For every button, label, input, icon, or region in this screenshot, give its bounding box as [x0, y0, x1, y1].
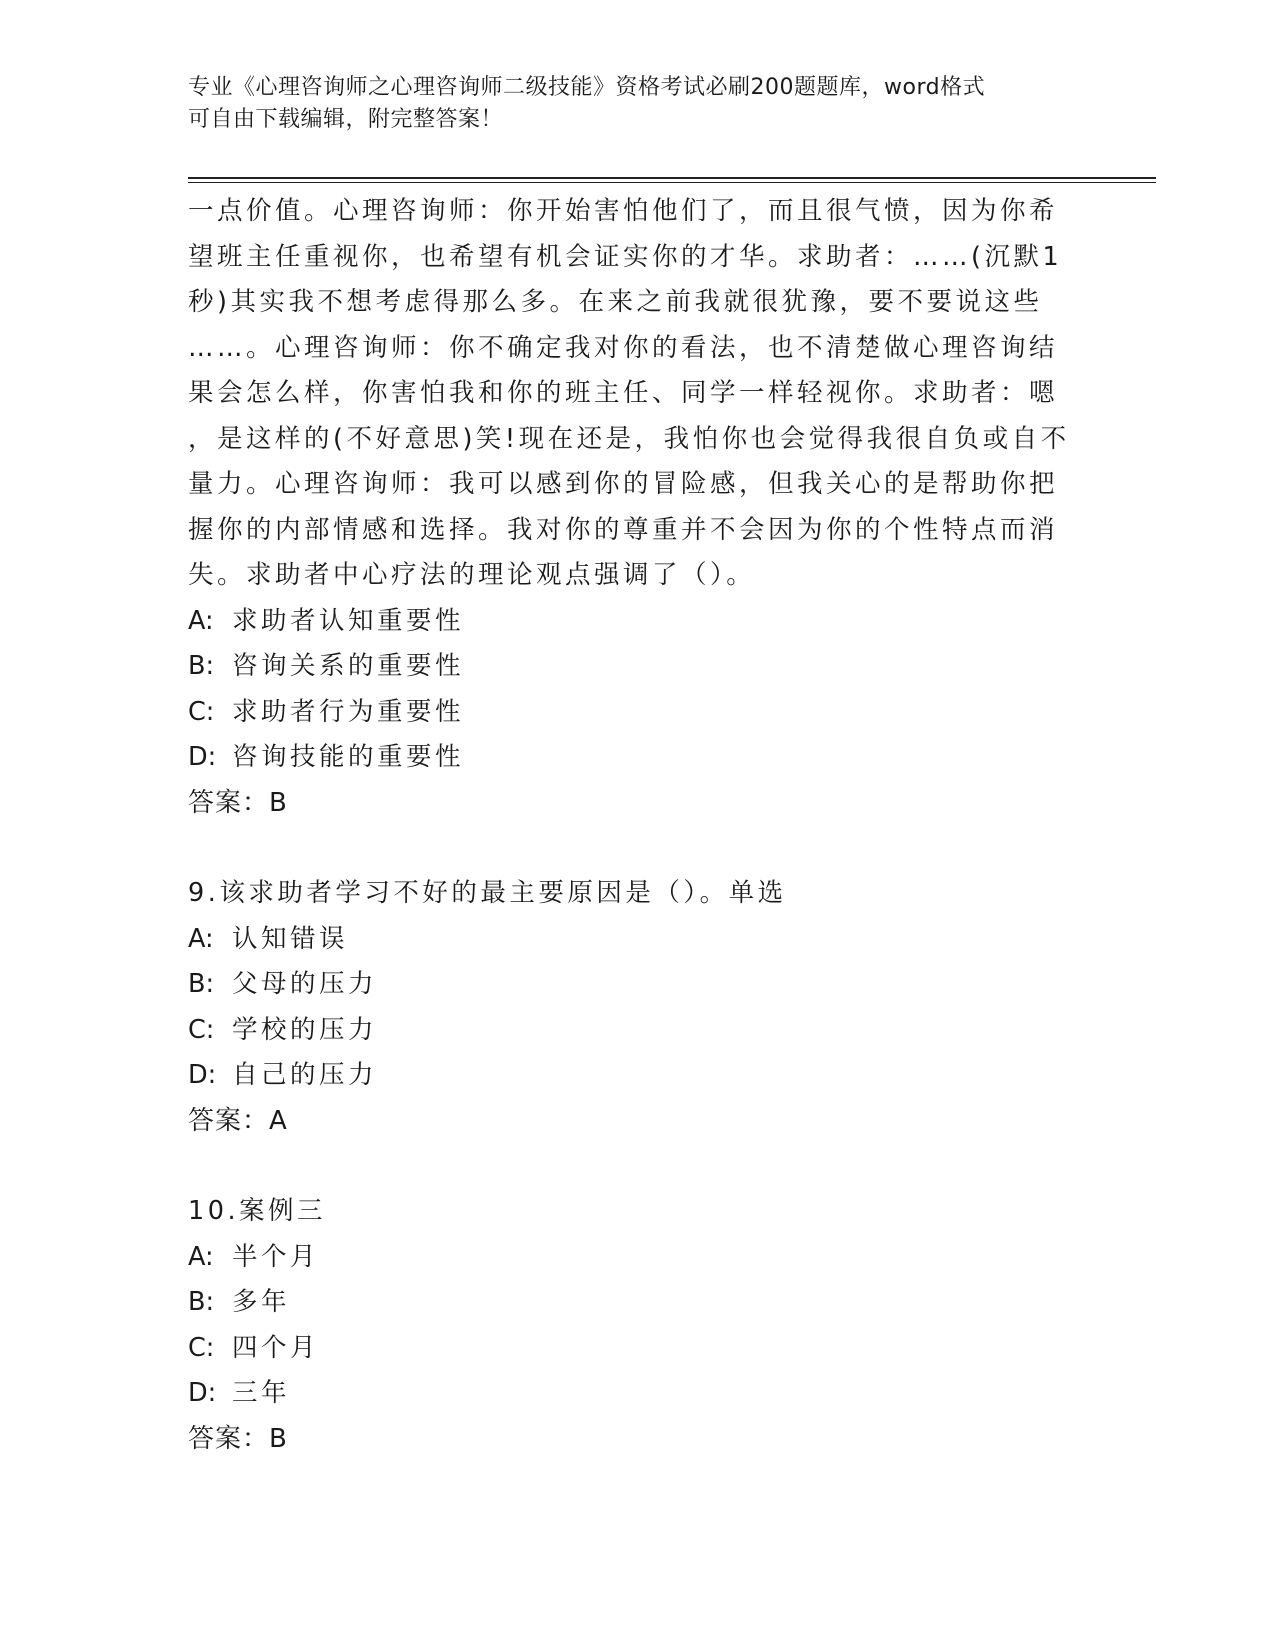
- option-text: 求助者认知重要性: [232, 605, 465, 636]
- question-text-line: 握你的内部情感和选择。我对你的尊重并不会因为你的个性特点而消: [188, 514, 1059, 545]
- option-b: [188, 962, 1088, 1008]
- option-text: 求助者行为重要性: [232, 696, 465, 727]
- question-text-line: 失。求助者中心疗法的理论观点强调了（）。: [188, 560, 756, 590]
- option-letter: A:: [188, 605, 214, 636]
- question-text: 10.案例三: [188, 1196, 327, 1226]
- option-letter: B:: [188, 1287, 215, 1317]
- header-line-1: 专业《心理咨询师之心理咨询师二级技能》资格考试必刷200题题库，word格式: [188, 75, 986, 100]
- option-text: 认知错误: [232, 923, 349, 954]
- question-10: [188, 1189, 1088, 1462]
- question-9: [188, 871, 1088, 1144]
- option-text: 咨询关系的重要性: [232, 651, 465, 681]
- answer-label: 答案：A: [188, 1105, 288, 1136]
- option-c: [188, 1008, 1088, 1054]
- header-rule-thin: [188, 182, 1156, 183]
- option-c: [188, 1326, 1088, 1372]
- option-text: 四个月: [232, 1332, 320, 1363]
- option-text: 多年: [232, 1287, 291, 1317]
- question-text-line: 秒)其实我不想考虑得那么多。在来之前我就很犹豫，要不要说这些: [188, 287, 1043, 317]
- question-text-line: 果会怎么样，你害怕我和你的班主任、同学一样轻视你。求助者：嗯: [188, 378, 1059, 408]
- option-text: 三年: [232, 1378, 291, 1408]
- option-b: [188, 644, 1088, 690]
- option-letter: C:: [188, 1014, 215, 1045]
- answer-label: 答案：B: [188, 787, 288, 818]
- option-b: [188, 1280, 1088, 1326]
- option-letter: A:: [188, 923, 214, 954]
- document-header: [188, 72, 1068, 136]
- option-letter: C:: [188, 1332, 215, 1363]
- option-text: 父母的压力: [232, 969, 378, 999]
- option-c: [188, 690, 1088, 736]
- option-a: [188, 917, 1088, 963]
- header-rule-thick: [188, 177, 1156, 179]
- option-letter: D:: [188, 742, 217, 772]
- option-a: [188, 599, 1088, 645]
- option-letter: D:: [188, 1378, 217, 1408]
- question-text-line: 一点价值。心理咨询师：你开始害怕他们了，而且很气愤，因为你希: [188, 196, 1059, 226]
- question-text-line: ……。心理咨询师：你不确定我对你的看法，也不清楚做心理咨询结: [188, 332, 1059, 363]
- option-letter: A:: [188, 1241, 214, 1272]
- question-text: 9.该求助者学习不好的最主要原因是（）。单选: [188, 878, 787, 908]
- answer-label: 答案：B: [188, 1423, 288, 1454]
- option-d: [188, 1053, 1088, 1099]
- option-a: [188, 1235, 1088, 1281]
- question-text-line: 望班主任重视你，也希望有机会证实你的才华。求助者：……(沉默1: [188, 241, 1063, 272]
- header-line-2: 可自由下载编辑，附完整答案！: [188, 107, 504, 132]
- option-text: 咨询技能的重要性: [232, 742, 465, 772]
- option-letter: C:: [188, 696, 215, 727]
- question-text-line: ，是这样的(不好意思)笑!现在还是，我怕你也会觉得我很自负或自不: [188, 423, 1070, 454]
- option-letter: B:: [188, 651, 215, 681]
- document-body: [188, 189, 1088, 1462]
- option-d: [188, 1371, 1088, 1417]
- question-text-line: 量力。心理咨询师：我可以感到你的冒险感，但我关心的是帮助你把: [188, 469, 1059, 499]
- option-d: [188, 735, 1088, 781]
- option-text: 半个月: [232, 1241, 320, 1272]
- option-letter: B:: [188, 969, 215, 999]
- option-text: 自己的压力: [232, 1060, 378, 1090]
- option-text: 学校的压力: [232, 1014, 378, 1045]
- question-8: [188, 189, 1088, 826]
- option-letter: D:: [188, 1060, 217, 1090]
